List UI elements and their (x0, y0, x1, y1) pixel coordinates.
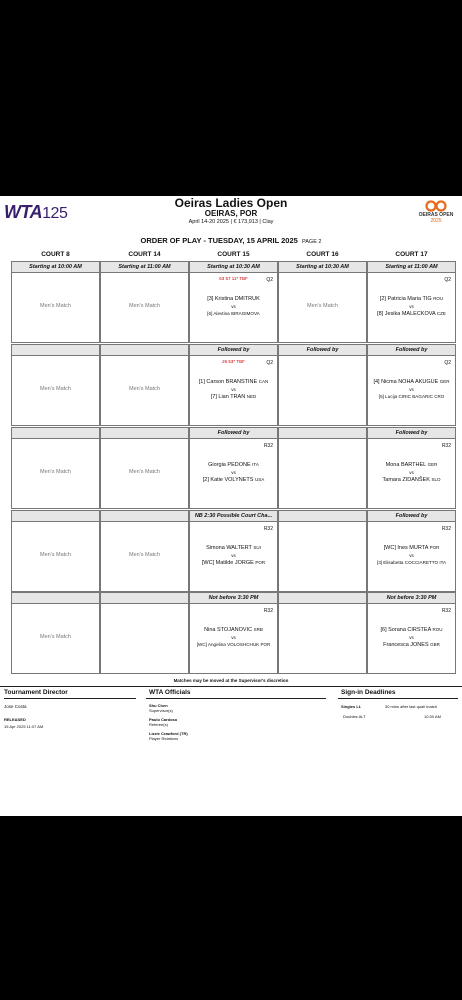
mens-match-label: Men's Match (128, 386, 160, 392)
match-cell (367, 521, 456, 592)
tournament-info: April 14-20 2025 | € 173,913 | Clay (188, 219, 274, 225)
player-2-name: [5] Lucija CIRIC BAGARIC (378, 394, 433, 399)
player-1 (190, 545, 277, 551)
mens-match-cell (100, 438, 189, 509)
round-label: R32 (441, 608, 451, 614)
mens-match-label: Men's Match (306, 303, 338, 309)
released-value: 15 Apr 2025 11:07 AM (4, 724, 44, 729)
player-2 (190, 642, 277, 647)
player-1-name: [3] Kristina DMITRUK (207, 296, 260, 302)
match-cell (367, 355, 456, 426)
player-1-country: SUI (253, 545, 261, 550)
mens-match-cell (278, 272, 367, 343)
mens-match-cell (100, 272, 189, 343)
vs-label: vs (231, 304, 236, 309)
mens-match-label: Men's Match (39, 303, 71, 309)
player-1-name: [2] Patricia Maria TIG (379, 296, 432, 302)
match-cell (189, 355, 278, 426)
player-2 (190, 477, 277, 483)
rings-icon (423, 200, 449, 212)
mens-match-cell (11, 355, 100, 426)
match-cell (367, 603, 456, 674)
player-1 (368, 296, 455, 302)
order-of-play-title: ORDER OF PLAY - TUESDAY, 15 APRIL 2025 PAGE 2 (140, 236, 322, 245)
time-band: Followed by (367, 510, 456, 522)
round-label: R32 (263, 608, 273, 614)
signin-title: Sign-in Deadlines (341, 689, 396, 696)
player-1-name: Nina STOJANOVIC (204, 627, 253, 633)
officials-rule (146, 698, 326, 699)
mens-match-label: Men's Match (128, 552, 160, 558)
official-name: Lizzie Crawford (TR) (149, 731, 188, 736)
time-band: Not before 3:30 PM (367, 592, 456, 604)
time-band: Starting at 10:00 AM (11, 261, 100, 273)
player-1-country: ITA (252, 462, 259, 467)
vs-label: vs (409, 470, 414, 475)
time-band: Followed by (367, 427, 456, 439)
td-name: Jose Costa (4, 704, 27, 709)
match-cell (189, 272, 278, 343)
player-1 (190, 627, 277, 633)
signin-value: 30 mins after last quali match (385, 704, 438, 709)
player-2-country: CRO (434, 394, 445, 399)
player-1-country: GER (439, 379, 450, 384)
court-header-2: COURT 14 (128, 251, 161, 258)
empty-cell (278, 438, 367, 509)
player-2-name: Francesca JONES (383, 642, 429, 648)
signin-label: Singles LL (341, 704, 362, 709)
open-logo-text: OEIRAS OPEN (418, 212, 454, 218)
mens-match-label: Men's Match (39, 552, 71, 558)
player-1-name: Giorgia PEDONE (208, 462, 251, 468)
mens-match-cell (11, 438, 100, 509)
player-1-name: [1] Carson BRANSTINE (198, 379, 258, 385)
player-2-name: Tamara ZIDANŠEK (382, 477, 430, 483)
td-title: Tournament Director (4, 689, 68, 696)
vs-label: vs (231, 635, 236, 640)
court-header-4: COURT 16 (306, 251, 339, 258)
time-band: Followed by (367, 344, 456, 356)
player-2-name: [7] Lian TRAN (210, 394, 246, 400)
mens-match-label: Men's Match (128, 469, 160, 475)
supervisor-note: Matches may be moved at the Supervisor's discretion (173, 678, 289, 683)
official-name: Paulo Cardoso (149, 717, 178, 722)
empty-cell (278, 521, 367, 592)
page-label: PAGE 2 (301, 239, 322, 245)
player-1-country: POR (429, 545, 440, 550)
player-2 (190, 394, 277, 400)
player-1-name: [4] Nicma NOHA AKUGUE (373, 379, 439, 385)
mens-match-cell (11, 272, 100, 343)
time-band: Starting at 11:00 AM (367, 261, 456, 273)
player-2 (368, 560, 455, 565)
player-2-country: POR (260, 642, 271, 647)
signin-label: Doubles ALT (343, 714, 366, 719)
match-cell (367, 272, 456, 343)
player-2-name: [WC] Angelina VOLOSHCHUK (196, 642, 260, 647)
footer-separator (0, 686, 462, 687)
round-label: Q2 (266, 277, 273, 283)
round-label: R32 (263, 526, 273, 532)
player-1 (368, 379, 455, 385)
player-1-name: Simona WALTERT (206, 545, 252, 551)
vs-label: vs (231, 553, 236, 558)
match-cell (189, 603, 278, 674)
player-2-country: USA (254, 477, 265, 482)
player-2-name: [WC] Matilde JORGE (201, 560, 254, 566)
player-2-name: [8] Jesika MALECKOVA (377, 311, 436, 317)
player-1 (190, 462, 277, 468)
match-cell (367, 438, 456, 509)
empty-cell (278, 603, 367, 674)
vs-label: vs (409, 304, 414, 309)
round-label: Q2 (266, 360, 273, 366)
mens-match-cell (100, 355, 189, 426)
round-label: R32 (441, 526, 451, 532)
order-of-play-page (0, 196, 462, 816)
vs-label: vs (409, 553, 414, 558)
wta-logo: WTA125 (4, 202, 68, 222)
player-2-name: [3] Elisabetta COCCIARETTO (376, 560, 439, 565)
round-label: Q2 (444, 360, 451, 366)
player-2-name: [2] Katie VOLYNETS (202, 477, 254, 483)
court-header-1: COURT 8 (41, 251, 70, 258)
round-label: Q2 (444, 277, 451, 283)
player-2-country: NED (246, 394, 257, 399)
vs-label: vs (231, 470, 236, 475)
player-1-country: SRB (253, 627, 263, 632)
player-2-country: SLO (431, 477, 441, 482)
player-2 (368, 394, 455, 399)
player-1 (368, 462, 455, 468)
signin-rule (338, 698, 458, 699)
player-2 (190, 311, 277, 316)
vs-label: vs (409, 635, 414, 640)
player-1-country: ROU (432, 627, 443, 632)
player-1 (190, 296, 277, 302)
td-rule (4, 698, 136, 699)
mens-match-cell (100, 521, 189, 592)
player-1-country: CAN (258, 379, 269, 384)
player-1-name: [WC] Ines MURTA (383, 545, 429, 551)
official-role: Supervisor(s) (149, 708, 173, 713)
time-band: Not before 3:30 PM (189, 592, 278, 604)
player-2-name: [6] Alevtina IBRAGIMOVA (207, 311, 260, 316)
player-2-country: ITA (439, 560, 447, 565)
match-cell (189, 438, 278, 509)
player-2 (368, 311, 455, 317)
player-1-country: GER (427, 462, 438, 467)
match-cell (189, 521, 278, 592)
time-band: Followed by (189, 427, 278, 439)
court-header-5: COURT 17 (395, 251, 428, 258)
tournament-city: OEIRAS, POR (204, 209, 258, 218)
vs-label: vs (409, 387, 414, 392)
time-band: Followed by (278, 344, 367, 356)
mens-match-cell (11, 521, 100, 592)
officials-title: WTA Officials (149, 689, 191, 696)
tbf-score: 63 57 11* TBF (219, 276, 248, 281)
player-1-country: ROU (433, 296, 444, 301)
time-band: Starting at 10:30 AM (278, 261, 367, 273)
vs-label: vs (231, 387, 236, 392)
player-2-country: GBR (430, 642, 440, 647)
player-1 (190, 379, 277, 385)
time-band: Starting at 10:30 AM (189, 261, 278, 273)
player-1 (368, 627, 455, 633)
released-label: RELEASED (4, 717, 26, 722)
player-2 (368, 477, 455, 483)
official-name: Shu Chen (149, 703, 168, 708)
empty-cell (278, 355, 367, 426)
mens-match-label: Men's Match (128, 303, 160, 309)
round-label: R32 (441, 443, 451, 449)
mens-match-label: Men's Match (39, 634, 71, 640)
time-band: Followed by (189, 344, 278, 356)
player-1-name: Mona BARTHEL (385, 462, 427, 468)
player-2-country: CZE (436, 311, 446, 316)
mens-match-label: Men's Match (39, 469, 71, 475)
player-2 (190, 560, 277, 566)
signin-value: 10:30 AM (424, 714, 441, 719)
court-header-3: COURT 15 (217, 251, 250, 258)
tournament-title: Oeiras Ladies Open (174, 196, 288, 210)
oeiras-open-logo (412, 200, 460, 224)
player-2 (368, 642, 455, 648)
player-1-name: [6] Sorana CIRSTEA (380, 627, 431, 633)
round-label: R32 (263, 443, 273, 449)
open-logo-year: 2025 (430, 218, 442, 224)
official-role: Referee(s) (149, 722, 168, 727)
player-1 (368, 545, 455, 551)
tbf-score: 26 53* TBF (222, 359, 245, 364)
time-band: Starting at 11:00 AM (100, 261, 189, 273)
mens-match-cell (11, 603, 100, 674)
player-2-country: POR (255, 560, 266, 565)
mens-match-label: Men's Match (39, 386, 71, 392)
time-band: NB 2:30 Possible Court Cha... (189, 510, 278, 522)
empty-cell (100, 603, 189, 674)
official-role: Player Relations (149, 736, 179, 741)
